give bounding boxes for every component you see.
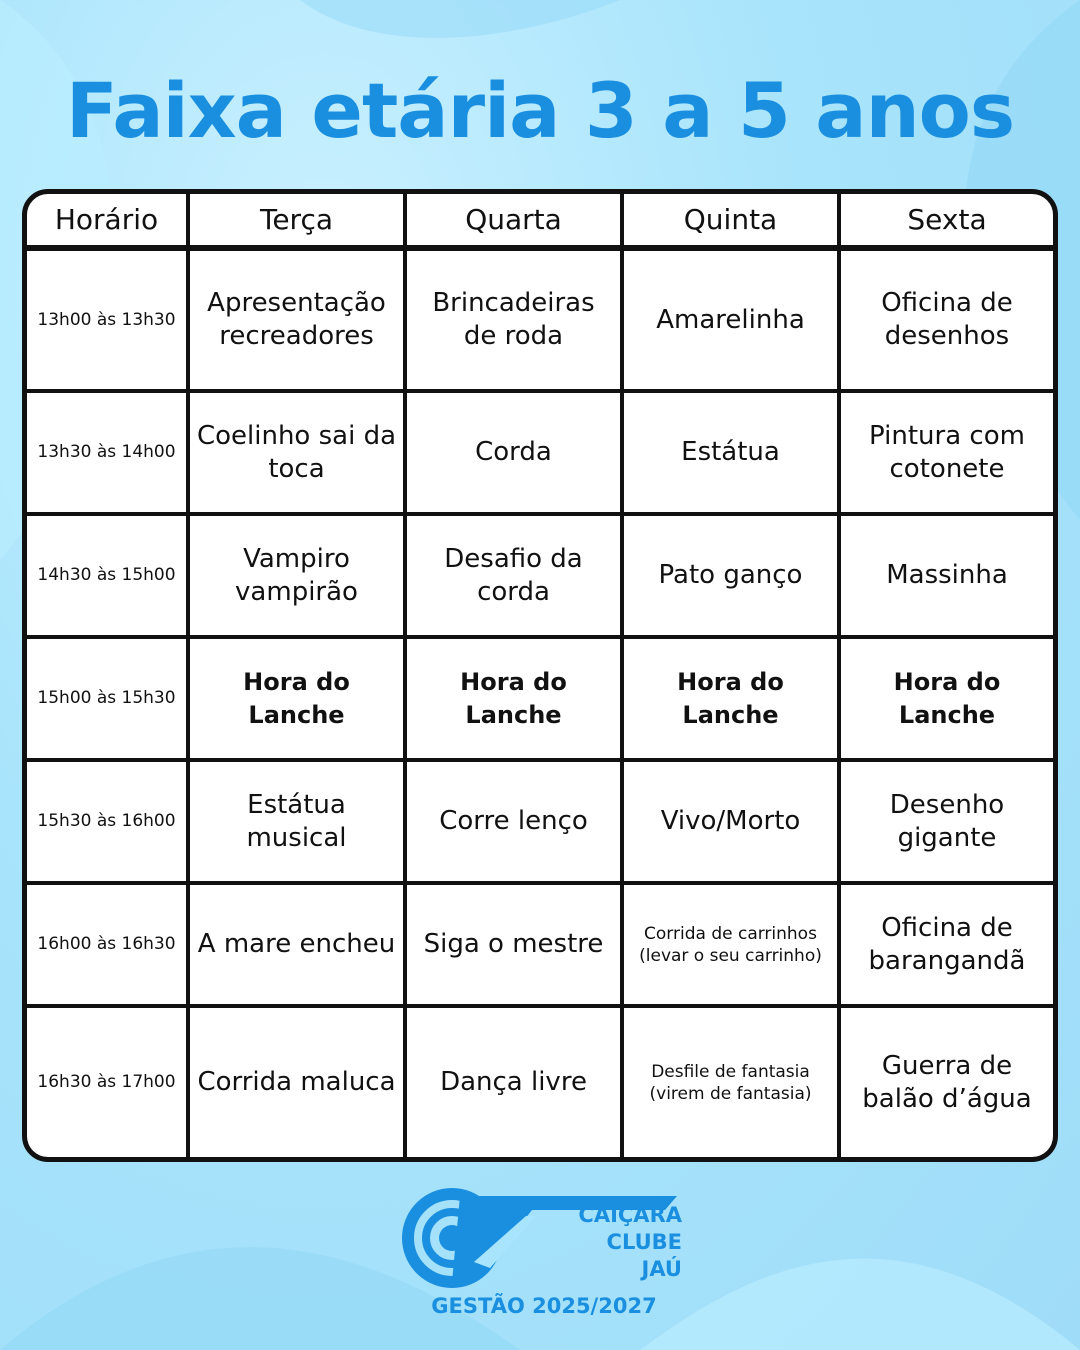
schedule-table (22, 189, 1058, 1162)
activity-cell: Estátua (624, 393, 841, 516)
activity-cell: Dança livre (407, 1008, 624, 1157)
header-day: Quinta (624, 194, 841, 251)
header-day: Sexta (841, 194, 1053, 251)
activity-cell: Pintura com cotonete (841, 393, 1053, 516)
time-slot: 15h00 às 15h30 (27, 639, 190, 762)
activity-cell: Coelinho sai da toca (190, 393, 407, 516)
activity-cell: Oficina de desenhos (841, 251, 1053, 393)
header-horario: Horário (27, 194, 190, 251)
time-slot: 13h30 às 14h00 (27, 393, 190, 516)
activity-cell: Corrida de carrinhos (levar o seu carrinho) (624, 885, 841, 1008)
activity-cell: Corre lenço (407, 762, 624, 885)
activity-cell: Siga o mestre (407, 885, 624, 1008)
activity-cell: Brincadeiras de roda (407, 251, 624, 393)
time-slot: 16h30 às 17h00 (27, 1008, 190, 1157)
time-slot: 16h00 às 16h30 (27, 885, 190, 1008)
activity-cell: Desfile de fantasia (virem de fantasia) (624, 1008, 841, 1157)
time-slot: 15h30 às 16h00 (27, 762, 190, 885)
page-title: Faixa etária 3 a 5 anos (65, 66, 1015, 155)
activity-cell: Corrida maluca (190, 1008, 407, 1157)
time-slot: 14h30 às 15h00 (27, 516, 190, 639)
activity-cell: Hora do Lanche (841, 639, 1053, 762)
activity-cell: Hora do Lanche (190, 639, 407, 762)
club-logo (402, 1188, 682, 1288)
header-day: Terça (190, 194, 407, 251)
gestao-label: GESTÃO 2025/2027 (431, 1294, 657, 1318)
activity-cell: Desafio da corda (407, 516, 624, 639)
activity-cell: Hora do Lanche (407, 639, 624, 762)
activity-cell: Vampiro vampirão (190, 516, 407, 639)
time-slot: 13h00 às 13h30 (27, 251, 190, 393)
activity-cell: Corda (407, 393, 624, 516)
activity-cell: Amarelinha (624, 251, 841, 393)
logo-line-1: CAIÇARA (578, 1203, 682, 1227)
activity-cell: Oficina de barangandã (841, 885, 1053, 1008)
activity-cell: Vivo/Morto (624, 762, 841, 885)
logo-line-2: CLUBE (606, 1230, 682, 1254)
activity-cell: Hora do Lanche (624, 639, 841, 762)
logo-line-3: JAÚ (641, 1257, 682, 1281)
activity-cell: Apresentação recreadores (190, 251, 407, 393)
header-day: Quarta (407, 194, 624, 251)
activity-cell: A mare encheu (190, 885, 407, 1008)
activity-cell: Desenho gigante (841, 762, 1053, 885)
activity-cell: Guerra de balão d’água (862, 1050, 1032, 1114)
activity-cell: Pato ganço (624, 516, 841, 639)
activity-cell: Massinha (841, 516, 1053, 639)
activity-cell: Estátua musical (190, 762, 407, 885)
logo-text (578, 1202, 682, 1283)
